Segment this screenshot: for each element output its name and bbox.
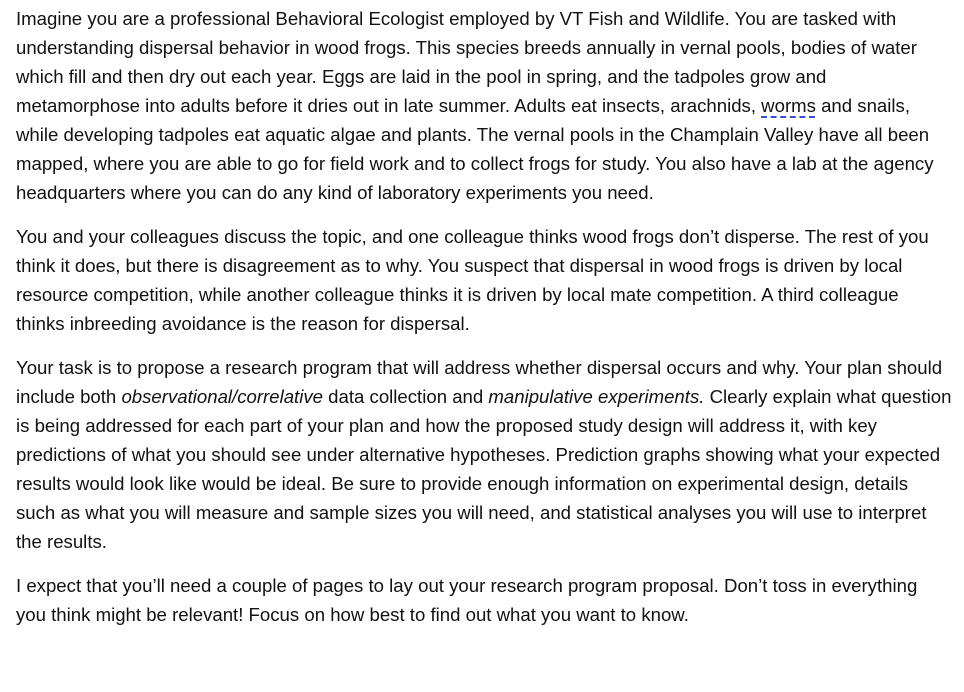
paragraph-scenario-text-end: and snails, while developing tadpoles eat aquatic algae and plants. The vernal pools in the Champlain Valley have all been mapped, where you are able to go for field work and to collect frogs for study. You also have a lab at the agency headquarters where you can do any kind of laboratory experiments you need. <box>16 95 934 203</box>
paragraph-task-text-3: Clearly explain what question is being addressed for each part of your plan and how the proposed study design will address it, with key predictions of what you should see under alternative hypotheses. Prediction graphs showing what your expected results would look like would be ideal. Be sure to provide enough information on experimental design, details such as what you will measure and sample sizes you will need, and statistical analyses you will use to interpret the results. <box>16 386 952 552</box>
paragraph-task-text-1: Your task is to propose a research program that will address whether dispersal occurs and why. Your plan should include both <box>16 357 943 407</box>
italic-manipulative: manipulative experiments. <box>488 386 705 407</box>
italic-observational: observational/correlative <box>121 386 323 407</box>
spellcheck-flagged-word[interactable]: worms <box>761 95 816 116</box>
document-body <box>16 4 952 629</box>
paragraph-expectations: I expect that you’ll need a couple of pages to lay out your research program proposal. Don’t toss in everything you think might be relevant! Focus on how best to find out what you want to know. <box>16 575 918 625</box>
paragraph-scenario-text-start: Imagine you are a professional Behavioral Ecologist employed by VT Fish and Wildlife. You are tasked with understanding dispersal behavior in wood frogs. This species breeds annually in vernal pools, bodies of water which fill and then dry out each year. Eggs are laid in the pool in spring, and the tadpoles grow and metamorphose into adults before it dries out in late summer. Adults eat insects, arachnids, <box>16 8 917 116</box>
paragraph-hypotheses: You and your colleagues discuss the topic, and one colleague thinks wood frogs don’t disperse. The rest of you think it does, but there is disagreement as to why. You suspect that dispersal in wood frogs is driven by local resource competition, while another colleague thinks it is driven by local mate competition. A third colleague thinks inbreeding avoidance is the reason for dispersal. <box>16 226 929 334</box>
paragraph-scenario <box>16 4 952 207</box>
paragraph-task <box>16 353 952 556</box>
paragraph-task-text-2: data collection and <box>323 386 489 407</box>
